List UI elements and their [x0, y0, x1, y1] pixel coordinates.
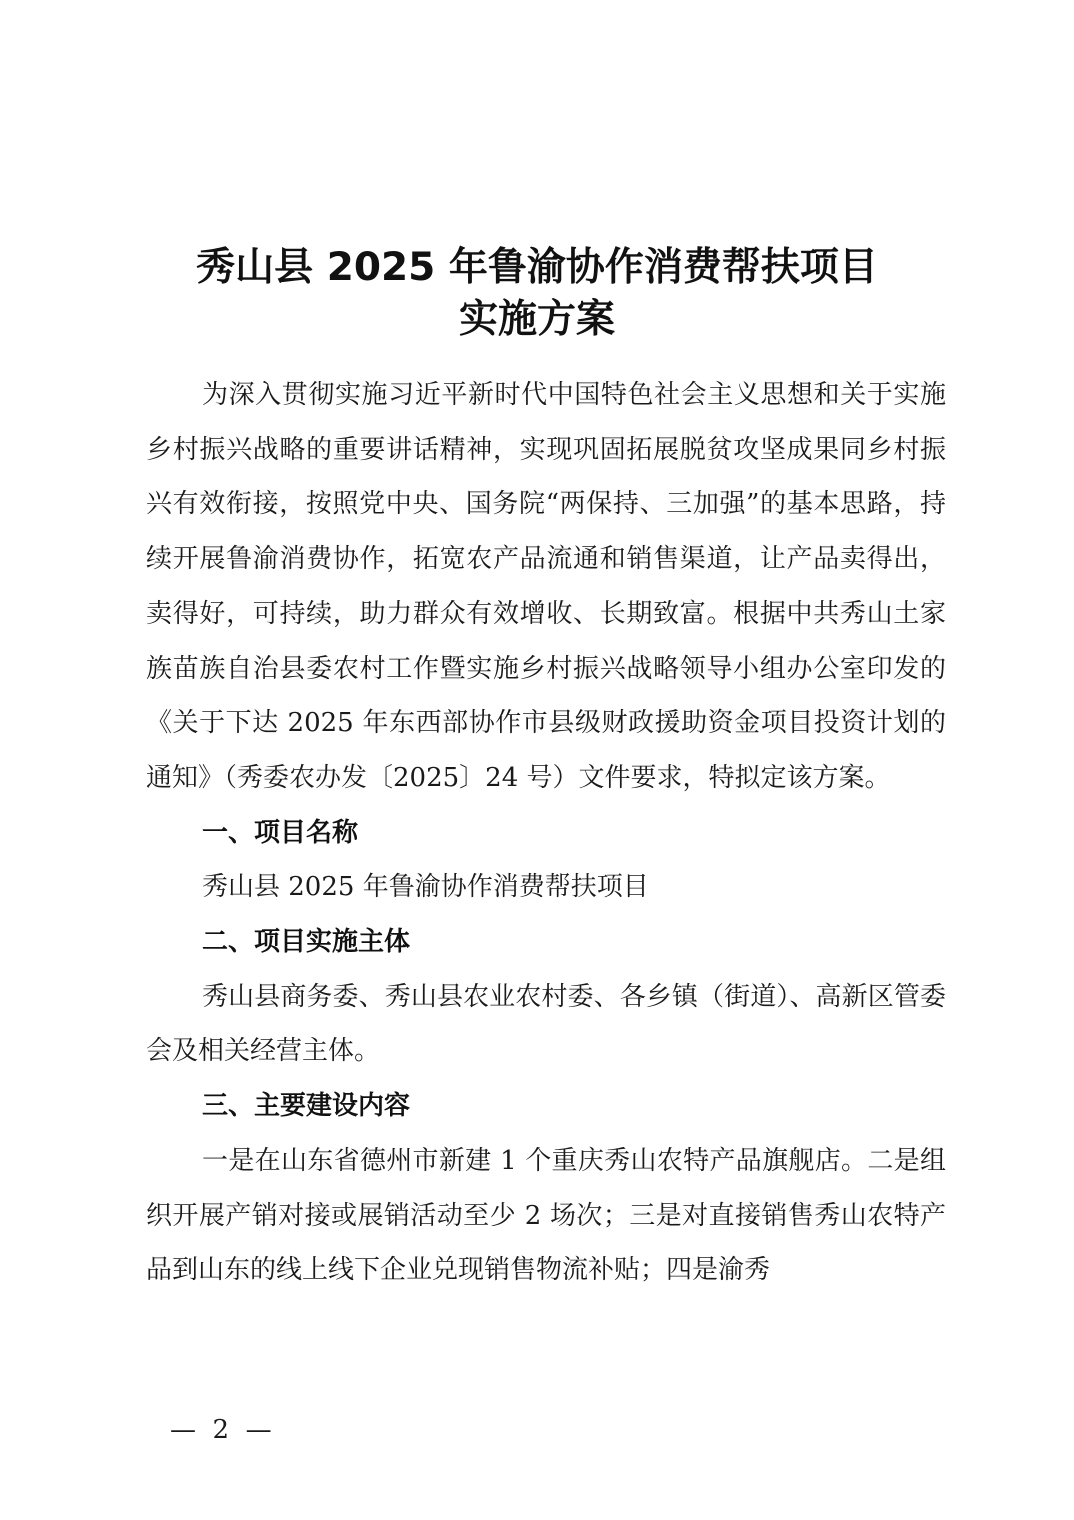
- document-title-line-2: 实施方案: [458, 297, 615, 342]
- document-title-line-1: 秀山县 2025 年鲁渝协作消费帮扶项目: [196, 245, 878, 290]
- section-heading-project-name: 一、项目名称: [202, 817, 359, 848]
- document-body: [146, 368, 946, 1298]
- section-heading-implementer: 二、项目实施主体: [202, 927, 411, 958]
- section-body-construction-content: 一是在山东省德州市新建 1 个重庆秀山农特产品旗舰店。二是组织开展产销对接或展销活动至少 2 场次；三是对直接销售秀山农特产品到山东的线上线下企业兑现销售物流补贴；四是渝秀: [146, 1145, 946, 1286]
- intro-paragraph: 为深入贯彻实施习近平新时代中国特色社会主义思想和关于实施乡村振兴战略的重要讲话精神，实现巩固拓展脱贫攻坚成果同乡村振兴有效衔接，按照党中央、国务院“两保持、三加强”的基本思路，持续开展鲁渝消费协作，拓宽农产品流通和销售渠道，让产品卖得出，卖得好，可持续，助力群众有效增收、长期致富。根据中共秀山土家族苗族自治县委农村工作暨实施乡村振兴战略领导小组办公室印发的《关于下达 2025 年东西部协作市县级财政援助资金项目投资计划的通知》（秀委农办发〔2025〕24 号）文件要求，特拟定该方案。: [146, 380, 946, 793]
- page-number: — 2 —: [170, 1415, 272, 1445]
- section-body-implementer: 秀山县商务委、秀山县农业农村委、各乡镇（街道）、高新区管委会及相关经营主体。: [146, 981, 946, 1067]
- section-heading-construction-content: 三、主要建设内容: [202, 1091, 411, 1122]
- section-body-project-name: 秀山县 2025 年鲁渝协作消费帮扶项目: [202, 872, 649, 903]
